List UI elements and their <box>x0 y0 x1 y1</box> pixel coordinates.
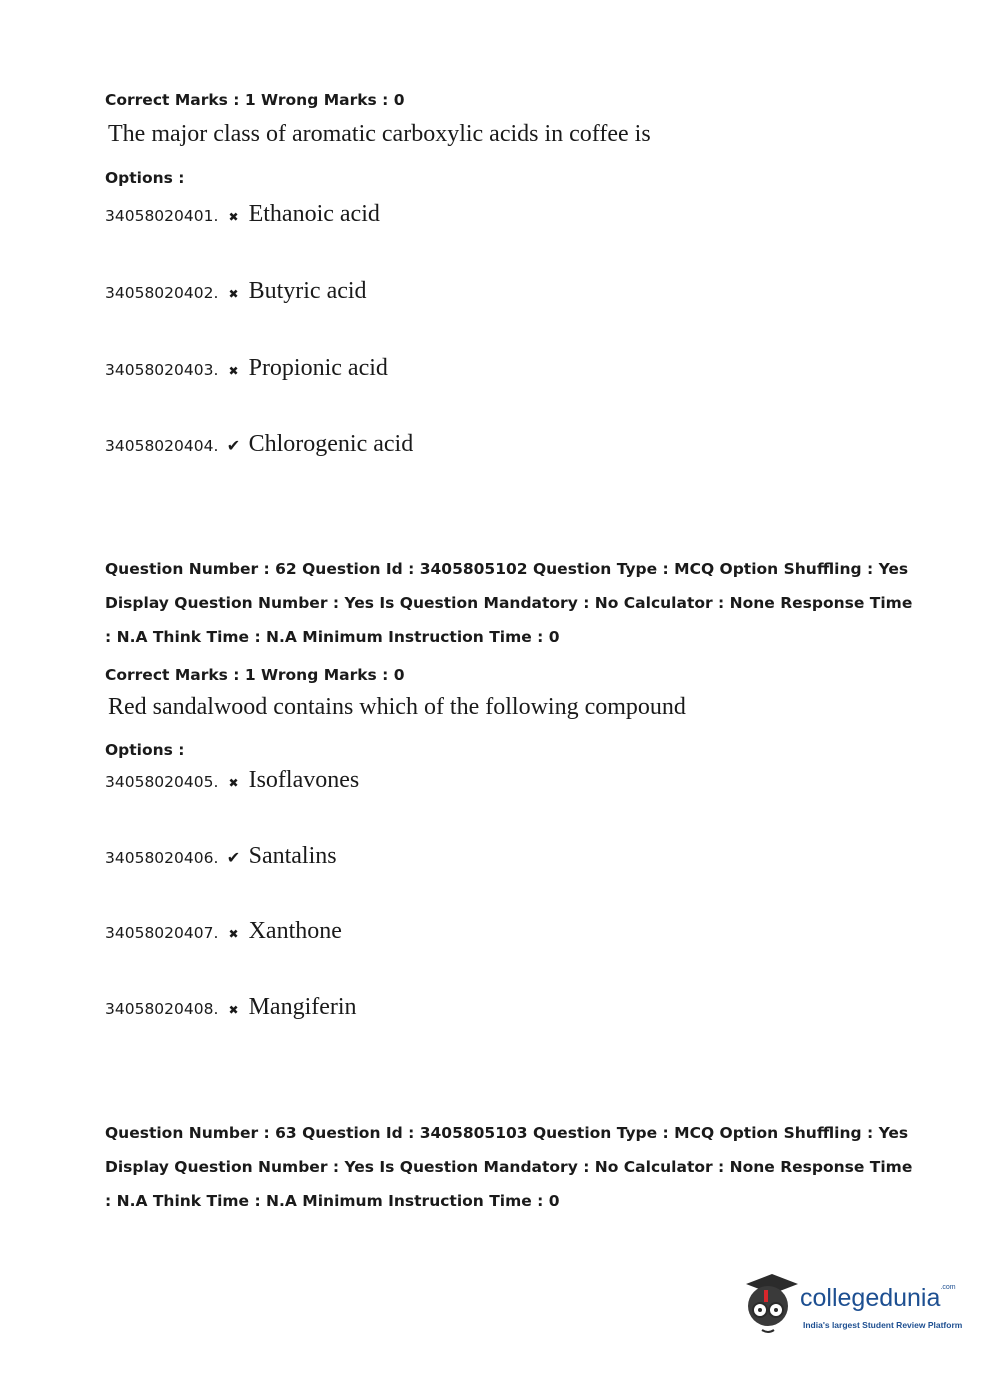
option-text: Propionic acid <box>248 355 388 381</box>
option-id: 34058020403. <box>105 361 219 379</box>
q63-header-line-2: Display Question Number : Yes Is Question Mandatory : No Calculator : None Response Time <box>105 1158 913 1176</box>
q61-question-text: The major class of aromatic carboxylic acids in coffee is <box>108 121 651 147</box>
option-text: Mangiferin <box>248 994 357 1020</box>
option-text: Chlorogenic acid <box>248 431 414 457</box>
q62-option-4 <box>105 994 357 1021</box>
logo-name: collegedunia$^{.com}$ <box>800 1284 956 1312</box>
q62-marks: Correct Marks : 1 Wrong Marks : 0 <box>105 666 405 684</box>
option-id: 34058020401. <box>105 207 219 225</box>
q62-header-line-3: : N.A Think Time : N.A Minimum Instruction Time : 0 <box>105 628 560 646</box>
q62-option-1 <box>105 767 359 794</box>
option-id: 34058020408. <box>105 1000 219 1018</box>
q62-header-line-2: Display Question Number : Yes Is Question Mandatory : No Calculator : None Response Time <box>105 594 913 612</box>
q62-question-text: Red sandalwood contains which of the following compound <box>108 694 686 720</box>
option-text: Xanthone <box>248 918 342 944</box>
logo-tagline: India's largest Student Review Platform <box>803 1320 963 1330</box>
cross-icon: ✖ <box>228 776 239 790</box>
check-icon: ✔ <box>226 436 241 455</box>
q63-header <box>105 1116 925 1218</box>
option-id: 34058020405. <box>105 773 219 791</box>
q62-option-2 <box>105 843 337 870</box>
option-text: Isoflavones <box>248 767 360 793</box>
cross-icon: ✖ <box>228 210 239 224</box>
q61-option-4 <box>105 431 413 458</box>
q61-options-label: Options : <box>105 169 185 187</box>
q62-options-label: Options : <box>105 741 185 759</box>
q62-header <box>105 552 925 654</box>
q61-option-2 <box>105 278 367 305</box>
q61-option-1 <box>105 201 380 228</box>
option-text: Butyric acid <box>248 278 367 304</box>
logo-suffix: .com <box>940 1284 956 1291</box>
q63-header-line-3: : N.A Think Time : N.A Minimum Instruction Time : 0 <box>105 1192 560 1210</box>
q62-option-3 <box>105 918 342 945</box>
q63-header-line-1: Question Number : 63 Question Id : 3405805103 Question Type : MCQ Option Shuffling : Yes <box>105 1124 909 1142</box>
cross-icon: ✖ <box>228 927 239 941</box>
q61-marks: Correct Marks : 1 Wrong Marks : 0 <box>105 91 405 109</box>
q62-header-line-1: Question Number : 62 Question Id : 3405805102 Question Type : MCQ Option Shuffling : Yes <box>105 560 909 578</box>
q61-option-3 <box>105 355 388 382</box>
option-text: Ethanoic acid <box>248 201 380 227</box>
cross-icon: ✖ <box>228 364 239 378</box>
cross-icon: ✖ <box>228 1003 239 1017</box>
check-icon: ✔ <box>226 848 241 867</box>
option-id: 34058020406. <box>105 849 219 867</box>
option-id: 34058020402. <box>105 284 219 302</box>
option-text: Santalins <box>248 843 337 869</box>
cross-icon: ✖ <box>228 287 239 301</box>
option-id: 34058020404. <box>105 437 219 455</box>
option-id: 34058020407. <box>105 924 219 942</box>
collegedunia-logo-icon <box>742 1272 800 1342</box>
